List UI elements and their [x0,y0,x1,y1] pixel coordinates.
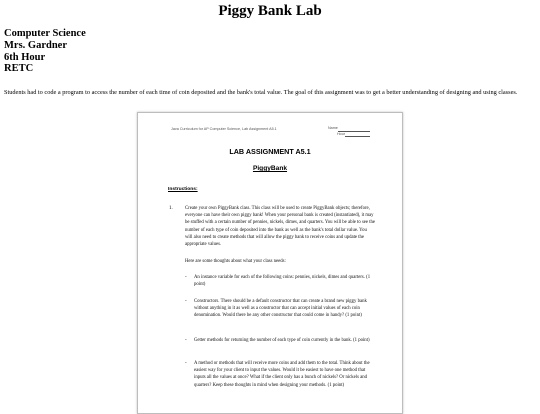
course-name: Computer Science [4,28,86,39]
page-title: Piggy Bank Lab [218,3,322,19]
bullet-instance-variables: An instance variable for each of the following coins: pennies, nickels, dimes and quarters. (1 point) [194,275,371,288]
bullet-getter-methods: Getter methods for returning the number of each type of coin currently in the bank. (1 point) [194,338,370,343]
class-needs-intro: Here are some thoughts about what your class needs: [185,259,286,264]
project-description: Students had to code a program to access the number of each time of coin deposited and the bank's total value. The goal of this assignment was to get a better understanding of designing and using classes. [4,89,518,96]
class-hour: 6th Hour [4,51,46,63]
bullet-marker: - [185,338,187,343]
bullet-marker: - [185,299,187,304]
name-hour-fields [328,126,370,137]
school-tag: RETC [4,63,34,75]
lab-heading: LAB ASSIGNMENT A5.1 [229,147,311,156]
hour-label: Hour [337,131,345,136]
bullet-constructors: Constructors. There should be a default constructor that can create a brand new piggy bank without anything in it as well as a constructor that can accept initial values of each coin denomination. Would there be any other constructor that could come in handy? (1 point) [194,299,367,319]
item-number: 1. [169,206,173,211]
author-info [4,28,86,75]
lab-subheading: PiggyBank [252,165,288,172]
bullet-receive-coins: A method or methods that will receive more coins and add them to the total. Think about the easiest way for your client to input the values. Would it be easiest to have one method that inputs all the values at once? What if the client only has a bunch of nickels? Or nickels and quarters? Keep these thoughts in mind when designing your methods. (1 point) [194,361,370,388]
instruction-paragraph: Create your own PiggyBank class. This class will be used to create PiggyBank objects; therefore, everyone can have their own piggy bank! When your personal bank is created (instantiated), it may be stuffed with a certain number of pennies, nickels, dimes, and quarters. You will be able to see the number of each type of coin deposited into the bank as well as the bank's total dollar value. You will also need to create methods that will allow the piggy bank to receive coins and update the appropriate values. [185,206,375,248]
document-header: Java Curriculum for AP Computer Science, Lab Assignment A5.1 [171,127,277,131]
teacher-name: Mrs. Gardner [4,39,67,51]
instructions-label: Instructions: [168,187,198,192]
name-label: Name [328,126,338,130]
bullet-marker: - [185,275,187,280]
assignment-document-image [137,112,403,414]
bullet-marker: - [185,361,187,366]
